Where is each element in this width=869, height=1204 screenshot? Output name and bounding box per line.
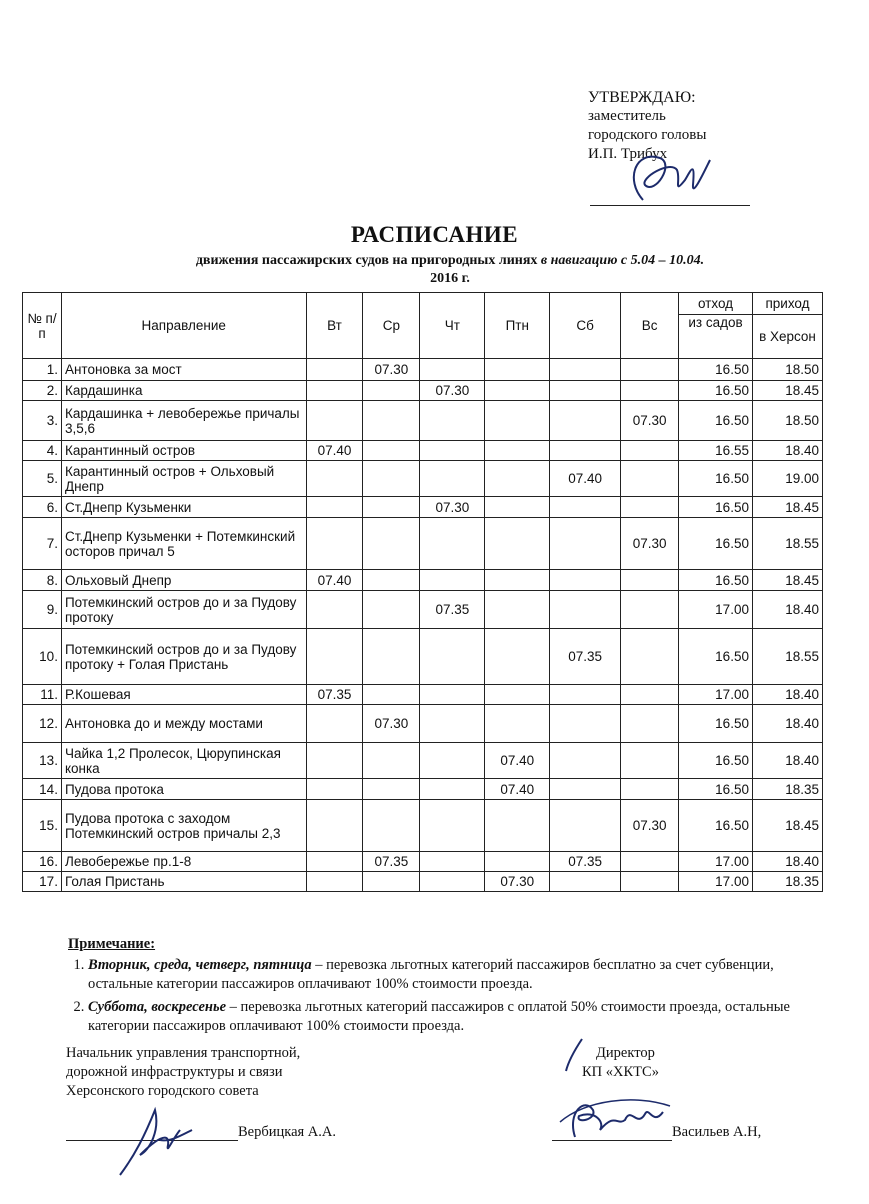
table-row [23,685,823,705]
row-day-time: 07.35 [306,685,363,705]
row-day-time: 07.35 [420,591,485,629]
row-departure: 17.00 [679,872,753,892]
row-day-time: 07.30 [363,705,420,743]
row-direction: Пудова протока с заходом Потемкинский остров причалы 2,3 [61,800,306,852]
row-day-time [363,570,420,591]
row-day-time [306,359,363,381]
row-day-time: 07.30 [621,518,679,570]
row-departure: 16.50 [679,800,753,852]
row-day-time: 07.30 [621,800,679,852]
approval-signature [615,140,725,215]
row-day-time [621,743,679,779]
row-departure: 16.50 [679,497,753,518]
row-number: 9. [23,591,62,629]
row-day-time [363,461,420,497]
row-number: 2. [23,381,62,401]
row-direction: Карантинный остров [61,441,306,461]
row-departure: 17.00 [679,852,753,872]
right-signatory-title [582,1044,659,1082]
note-days: Суббота, воскресенье [88,999,227,1015]
row-day-time [420,872,485,892]
row-day-time [363,872,420,892]
row-arrival: 18.40 [752,705,822,743]
row-day-time: 07.30 [485,872,550,892]
approval-signature-line [590,205,750,206]
row-direction: Ст.Днепр Кузьменки + Потемкинский осторов причал 5 [61,518,306,570]
row-number: 4. [23,441,62,461]
row-direction: Антоновка до и между мостами [61,705,306,743]
header-arrive-sub: в Херсон [752,315,822,359]
row-day-time [420,461,485,497]
row-departure: 16.50 [679,743,753,779]
row-day-time [420,852,485,872]
row-day-time [306,800,363,852]
table-row [23,779,823,800]
row-day-time [420,401,485,441]
subtitle-main: движения пассажирских судов на пригородных линях [195,253,538,268]
table-row [23,570,823,591]
schedule-table [22,292,823,892]
row-arrival: 18.55 [752,518,822,570]
note-item [88,998,808,1036]
row-day-time [485,497,550,518]
row-departure: 16.50 [679,629,753,685]
table-row [23,705,823,743]
notes-block [68,935,808,1040]
row-day-time [621,779,679,800]
row-number: 17. [23,872,62,892]
row-number: 3. [23,401,62,441]
row-arrival: 19.00 [752,461,822,497]
table-row [23,800,823,852]
row-day-time: 07.40 [485,743,550,779]
row-departure: 16.50 [679,518,753,570]
row-day-time [621,497,679,518]
row-number: 10. [23,629,62,685]
left-signature-row [66,1124,336,1141]
row-direction: Левобережье пр.1-8 [61,852,306,872]
row-number: 13. [23,743,62,779]
row-day-time [550,570,621,591]
row-day-time: 07.40 [306,570,363,591]
row-day-time [485,461,550,497]
table-row [23,852,823,872]
row-day-time [420,518,485,570]
row-day-time [550,800,621,852]
row-day-time [550,779,621,800]
schedule-rows [23,359,823,892]
header-depart: отход [679,293,753,315]
row-arrival: 18.35 [752,779,822,800]
row-number: 11. [23,685,62,705]
row-day-time [485,800,550,852]
row-day-time [621,359,679,381]
row-day-time [363,779,420,800]
row-day-time [363,800,420,852]
row-direction: Кардашинка [61,381,306,401]
row-day-time [306,591,363,629]
row-number: 14. [23,779,62,800]
header-day: Вт [306,293,363,359]
row-day-time [485,685,550,705]
header-day: Сб [550,293,621,359]
row-direction: Потемкинский остров до и за Пудову протоку [61,591,306,629]
row-day-time [550,872,621,892]
row-departure: 16.50 [679,401,753,441]
row-direction: Голая Пристань [61,872,306,892]
row-number: 8. [23,570,62,591]
row-day-time [363,685,420,705]
row-day-time: 07.30 [363,359,420,381]
note-text: – перевозка льготных категорий пассажиров с оплатой 50% стоимости проезда, остальные категории пассажиров оплачивают 100% стоимости проезда. [88,999,790,1034]
row-day-time [306,461,363,497]
table-row [23,381,823,401]
row-day-time [306,743,363,779]
approval-heading: УТВЕРЖДАЮ: [588,89,696,106]
row-arrival: 18.35 [752,872,822,892]
table-row [23,497,823,518]
row-arrival: 18.50 [752,359,822,381]
right-signature [545,1092,685,1142]
row-day-time [420,570,485,591]
row-day-time [550,359,621,381]
header-arrive: приход [752,293,822,315]
row-day-time [550,441,621,461]
approval-name: И.П. Трибух [588,146,668,162]
row-day-time: 07.40 [550,461,621,497]
row-day-time [621,461,679,497]
row-arrival: 18.45 [752,800,822,852]
approval-line: городского головы [588,127,707,143]
right-title-line: КП «ХКТС» [582,1064,659,1080]
row-number: 16. [23,852,62,872]
row-departure: 17.00 [679,685,753,705]
row-direction: Потемкинский остров до и за Пудову протоку + Голая Пристань [61,629,306,685]
row-day-time [420,441,485,461]
left-title-line: дорожной инфраструктуры и связи [66,1064,283,1080]
row-day-time [550,591,621,629]
row-day-time [363,401,420,441]
row-day-time [485,570,550,591]
row-day-time: 07.35 [363,852,420,872]
table-row [23,591,823,629]
row-arrival: 18.40 [752,441,822,461]
row-day-time [420,800,485,852]
row-day-time [420,685,485,705]
document-title: РАСПИСАНИЕ [350,222,519,247]
header-day: Вс [621,293,679,359]
header-day: Ср [363,293,420,359]
table-row [23,872,823,892]
row-day-time [420,779,485,800]
row-day-time [306,629,363,685]
right-signatory-name: Васильев А.Н, [672,1124,762,1140]
header-day: Чт [420,293,485,359]
row-departure: 16.50 [679,381,753,401]
row-day-time [621,705,679,743]
row-direction: Карантинный остров + Ольховый Днепр [61,461,306,497]
row-departure: 16.50 [679,705,753,743]
row-number: 5. [23,461,62,497]
row-day-time [363,629,420,685]
row-arrival: 18.40 [752,685,822,705]
table-row [23,743,823,779]
row-number: 12. [23,705,62,743]
left-title-line: Херсонского городского совета [66,1083,259,1099]
row-day-time [420,743,485,779]
row-day-time [550,705,621,743]
row-number: 6. [23,497,62,518]
row-departure: 16.50 [679,570,753,591]
header-num: № п/п [23,293,62,359]
table-row [23,629,823,685]
row-departure: 17.00 [679,591,753,629]
row-direction: Р.Кошевая [61,685,306,705]
row-departure: 16.50 [679,779,753,800]
row-departure: 16.55 [679,441,753,461]
row-day-time [306,401,363,441]
header-day: Птн [485,293,550,359]
row-number: 1. [23,359,62,381]
row-day-time [363,441,420,461]
row-day-time [485,629,550,685]
row-day-time: 07.35 [550,852,621,872]
table-row [23,401,823,441]
row-day-time: 07.40 [306,441,363,461]
row-day-time [306,518,363,570]
row-day-time [306,497,363,518]
approval-line: заместитель [588,108,666,124]
row-number: 15. [23,800,62,852]
row-arrival: 18.45 [752,497,822,518]
row-day-time [306,852,363,872]
left-title-line: Начальник управления транспортной, [66,1045,301,1061]
left-signatory-title [66,1044,300,1101]
row-day-time [550,685,621,705]
row-number: 7. [23,518,62,570]
row-day-time [485,705,550,743]
row-arrival: 18.40 [752,852,822,872]
row-departure: 16.50 [679,461,753,497]
document-subtitle [60,252,840,288]
table-row [23,518,823,570]
row-day-time: 07.30 [420,381,485,401]
row-day-time [306,381,363,401]
row-day-time [550,743,621,779]
row-day-time [485,381,550,401]
row-arrival: 18.40 [752,743,822,779]
row-day-time [485,591,550,629]
row-day-time [306,779,363,800]
row-day-time [621,591,679,629]
row-day-time: 07.40 [485,779,550,800]
row-arrival: 18.45 [752,570,822,591]
row-day-time [550,401,621,441]
note-text: – перевозка льготных категорий пассажиров бесплатно за счет субвенции, остальные категории пассажиров оплачивают 100% стоимости проезда. [88,957,774,992]
row-day-time [621,685,679,705]
row-direction: Кардашинка + левобережье причалы 3,5,6 [61,401,306,441]
row-day-time [485,441,550,461]
table-row [23,461,823,497]
row-direction: Антоновка за мост [61,359,306,381]
left-signatory-name: Вербицкая А.А. [238,1124,337,1140]
row-direction: Чайка 1,2 Пролесок, Цюрупинская конка [61,743,306,779]
row-day-time [363,497,420,518]
row-arrival: 18.40 [752,591,822,629]
left-signature [110,1100,200,1180]
header-depart-sub: из садов [679,315,753,359]
row-arrival: 18.50 [752,401,822,441]
notes-list [68,956,808,1036]
row-day-time [306,705,363,743]
row-day-time [306,872,363,892]
row-day-time [621,852,679,872]
header-direction: Направление [61,293,306,359]
right-signature-tick [560,1035,590,1075]
row-day-time [420,359,485,381]
row-day-time [550,518,621,570]
notes-heading: Примечание: [68,936,156,952]
row-day-time [485,359,550,381]
row-day-time [621,629,679,685]
row-arrival: 18.55 [752,629,822,685]
row-day-time [621,381,679,401]
row-day-time [485,518,550,570]
row-day-time: 07.30 [621,401,679,441]
note-item [88,956,808,994]
row-day-time [485,852,550,872]
row-day-time [363,743,420,779]
row-day-time [550,497,621,518]
row-direction: Ст.Днепр Кузьменки [61,497,306,518]
note-days: Вторник, среда, четверг, пятница [88,957,312,973]
subtitle-period: в навигацию с 5.04 – 10.04. [540,253,705,268]
row-day-time [363,518,420,570]
row-direction: Ольховый Днепр [61,570,306,591]
row-day-time [363,381,420,401]
row-day-time [420,629,485,685]
row-day-time [550,381,621,401]
row-day-time: 07.35 [550,629,621,685]
row-direction: Пудова протока [61,779,306,800]
row-arrival: 18.45 [752,381,822,401]
row-departure: 16.50 [679,359,753,381]
row-day-time [420,705,485,743]
table-row [23,441,823,461]
row-day-time [485,401,550,441]
row-day-time: 07.30 [420,497,485,518]
row-day-time [621,872,679,892]
row-day-time [621,570,679,591]
subtitle-year: 2016 г. [430,271,470,286]
table-row [23,359,823,381]
row-day-time [363,591,420,629]
row-day-time [621,441,679,461]
right-title-line: Директор [596,1045,655,1061]
